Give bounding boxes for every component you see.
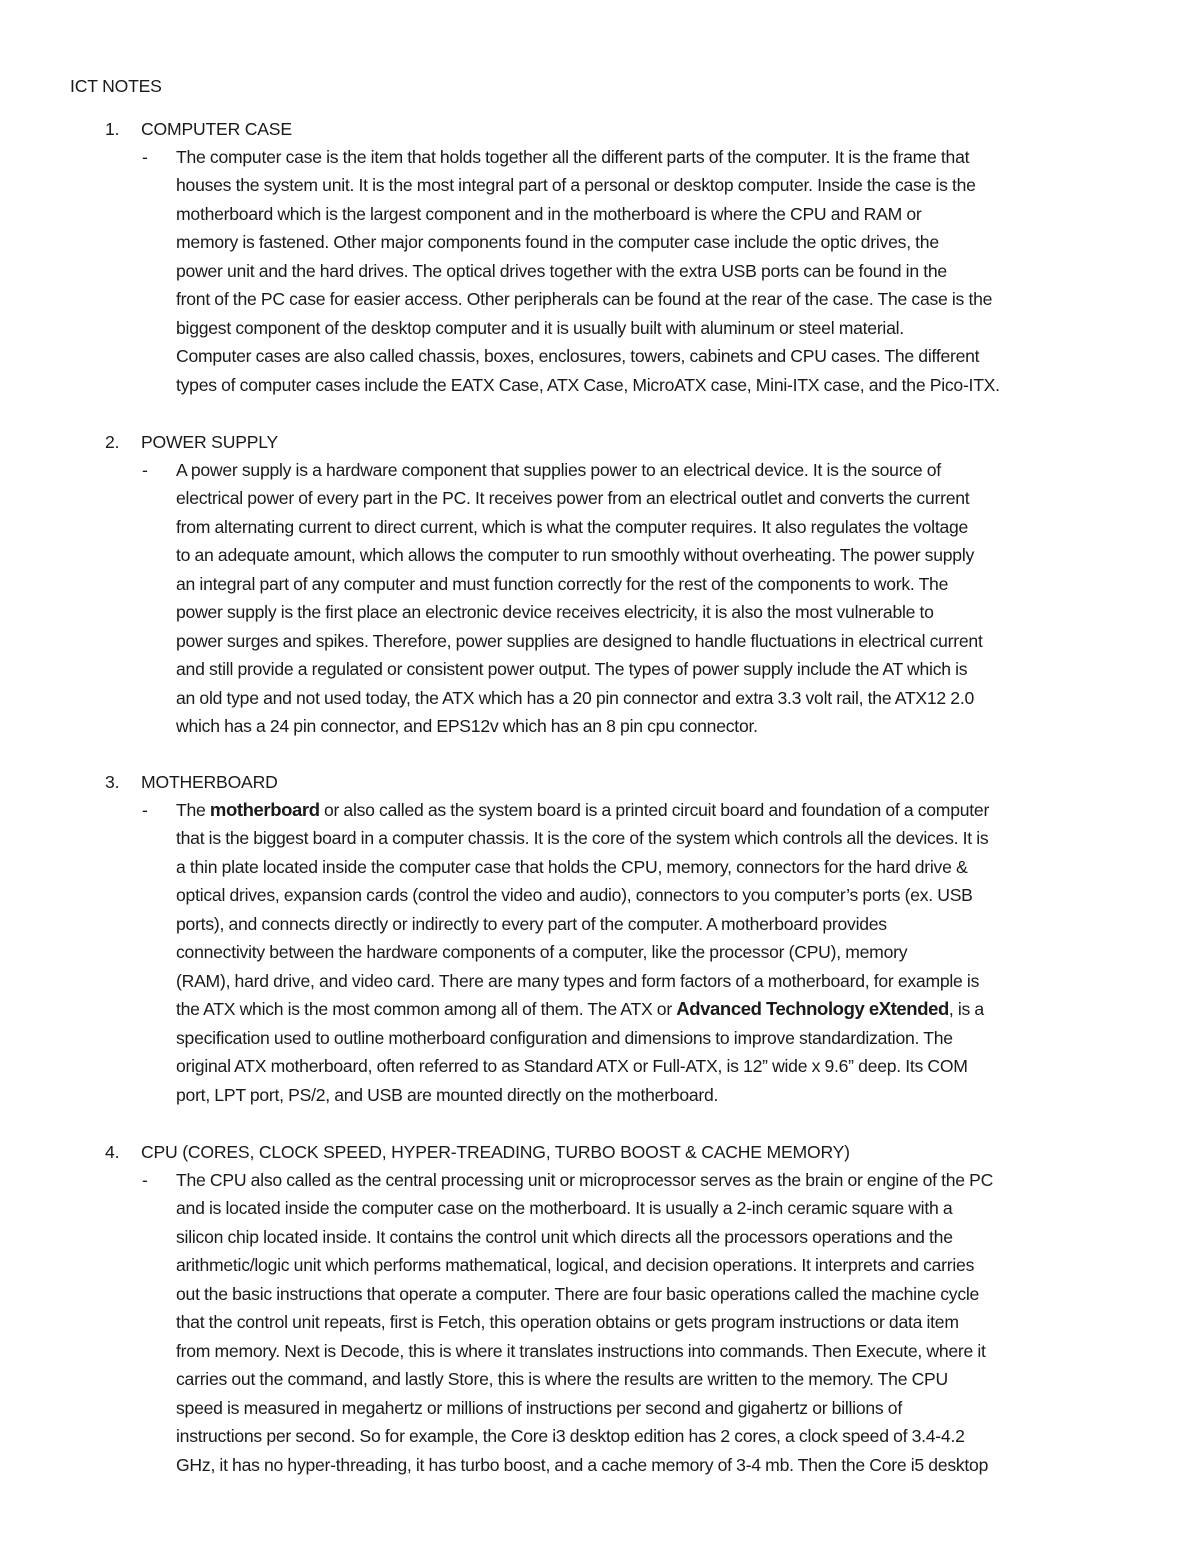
text-line: an integral part of any computer and must function correctly for the rest of the components to work. The	[176, 573, 949, 594]
section-heading-power-supply	[105, 431, 278, 453]
section-number: 1.	[105, 119, 120, 139]
bullet-dash: -	[142, 460, 148, 480]
text-line: The CPU also called as the central processing unit or microprocessor serves as the brain or engine of the PC	[176, 1170, 994, 1190]
text-line: carries out the command, and lastly Store, this is where the results are written to the memory. The CPU	[176, 1369, 948, 1390]
text-line: which has a 24 pin connector, and EPS12v which has an 8 pin cpu connector.	[176, 716, 758, 737]
text-line: and still provide a regulated or consistent power output. The types of power supply include the AT which is	[176, 659, 968, 680]
text-line: power surges and spikes. Therefore, power supplies are designed to handle fluctuations in electrical current	[176, 630, 983, 651]
text-line	[176, 796, 1136, 824]
text-line: motherboard which is the largest component and in the motherboard is where the CPU and RAM or	[176, 203, 922, 224]
text-run: the ATX which is the most common among all of them. The ATX or	[176, 999, 677, 1020]
section-number: 2.	[105, 432, 120, 452]
text-line: original ATX motherboard, often referred to as Standard ATX or Full-ATX, is 12” wide x 9.6” deep. Its COM	[176, 1056, 968, 1077]
text-line: front of the PC case for easier access. Other peripherals can be found at the rear of the case. The case is the	[176, 289, 993, 310]
text-run: The	[176, 800, 210, 820]
text-line: GHz, it has no hyper-threading, it has turbo boost, and a cache memory of 3-4 mb. Then the Core i5 desktop	[176, 1454, 989, 1475]
text-line: ports), and connects directly or indirectly to every part of the computer. A motherboard provides	[176, 913, 887, 934]
text-line	[176, 995, 1136, 1023]
text-line: that is the biggest board in a computer chassis. It is the core of the system which controls all the devices. It is	[176, 828, 989, 849]
bullet-dash: -	[142, 1170, 148, 1190]
text-line: speed is measured in megahertz or millions of instructions per second and gigahertz or billions of	[176, 1397, 902, 1418]
text-line: biggest component of the desktop computer and it is usually built with aluminum or steel material.	[176, 317, 904, 338]
section-title: CPU (CORES, CLOCK SPEED, HYPER-TREADING, TURBO BOOST & CACHE MEMORY)	[141, 1142, 850, 1162]
text-line: (RAM), hard drive, and video card. There are many types and form factors of a motherboard, for example is	[176, 970, 980, 991]
text-line: a thin plate located inside the computer case that holds the CPU, memory, connectors for the hard drive &	[176, 856, 968, 877]
text-line: electrical power of every part in the PC. It receives power from an electrical outlet and converts the current	[176, 488, 970, 509]
text-line: connectivity between the hardware components of a computer, like the processor (CPU), memory	[176, 942, 908, 963]
text-line: power supply is the first place an electronic device receives electricity, it is also the most vulnerable to	[176, 602, 934, 623]
text-line: from alternating current to direct current, which is what the computer requires. It also regulates the voltage	[176, 516, 969, 537]
text-line: port, LPT port, PS/2, and USB are mounted directly on the motherboard.	[176, 1084, 719, 1105]
paragraph-power-supply	[176, 456, 1136, 741]
document-title: ICT NOTES	[70, 76, 162, 96]
section-number: 4.	[105, 1142, 120, 1162]
text-line: optical drives, expansion cards (control the video and audio), connectors to you computer’s ports (ex. USB	[176, 885, 973, 906]
section-heading-motherboard	[105, 771, 278, 793]
text-line: from memory. Next is Decode, this is where it translates instructions into commands. Then Execute, where it	[176, 1340, 986, 1361]
text-line: memory is fastened. Other major components found in the computer case include the optic drives, the	[176, 232, 939, 253]
paragraph-cpu	[176, 1166, 1136, 1479]
section-number: 3.	[105, 772, 120, 792]
text-line: out the basic instructions that operate a computer. There are four basic operations called the machine cycle	[176, 1283, 980, 1304]
text-line: instructions per second. So for example, the Core i3 desktop edition has 2 cores, a clock speed of 3.4-4.2	[176, 1426, 965, 1447]
text-line: to an adequate amount, which allows the computer to run smoothly without overheating. The power supply	[176, 545, 975, 566]
bold-term-advanced-technology-extended: Advanced Technology eXtended	[676, 998, 949, 1020]
text-line: The computer case is the item that holds together all the different parts of the computer. It is the frame that	[176, 147, 970, 167]
text-line: and is located inside the computer case on the motherboard. It is usually a 2-inch ceramic square with a	[176, 1198, 953, 1219]
text-line: power unit and the hard drives. The optical drives together with the extra USB ports can be found in the	[176, 260, 947, 281]
bold-term-motherboard: motherboard	[209, 799, 320, 820]
text-line: an old type and not used today, the ATX which has a 20 pin connector and extra 3.3 volt rail, the ATX12 2.0	[176, 687, 974, 708]
paragraph-motherboard	[176, 796, 1136, 1109]
section-title: MOTHERBOARD	[141, 772, 278, 792]
section-title: POWER SUPPLY	[141, 432, 279, 452]
bullet-dash: -	[142, 147, 148, 167]
text-line: houses the system unit. It is the most integral part of a personal or desktop computer. Inside the case is the	[176, 175, 976, 196]
text-line: silicon chip located inside. It contains the control unit which directs all the processors operations and the	[176, 1226, 953, 1247]
section-heading-computer-case	[105, 118, 292, 140]
bullet-dash: -	[142, 800, 148, 820]
text-line: A power supply is a hardware component that supplies power to an electrical device. It is the source of	[176, 460, 941, 480]
text-line: arithmetic/logic unit which performs mathematical, logical, and decision operations. It interprets and carries	[176, 1255, 975, 1276]
text-line: specification used to outline motherboard configuration and dimensions to improve standardization. The	[176, 1027, 953, 1048]
section-heading-cpu	[105, 1141, 850, 1163]
text-line: Computer cases are also called chassis, boxes, enclosures, towers, cabinets and CPU cases. The different	[176, 346, 980, 367]
text-run: , is a	[948, 999, 984, 1020]
text-line: types of computer cases include the EATX Case, ATX Case, MicroATX case, Mini-ITX case, and the Pico-ITX.	[176, 374, 1000, 395]
section-title: COMPUTER CASE	[141, 119, 292, 139]
paragraph-computer-case	[176, 143, 1136, 399]
text-line: that the control unit repeats, first is Fetch, this operation obtains or gets program instructions or data item	[176, 1312, 959, 1333]
text-run: or also called as the system board is a printed circuit board and foundation of a computer	[319, 800, 990, 820]
